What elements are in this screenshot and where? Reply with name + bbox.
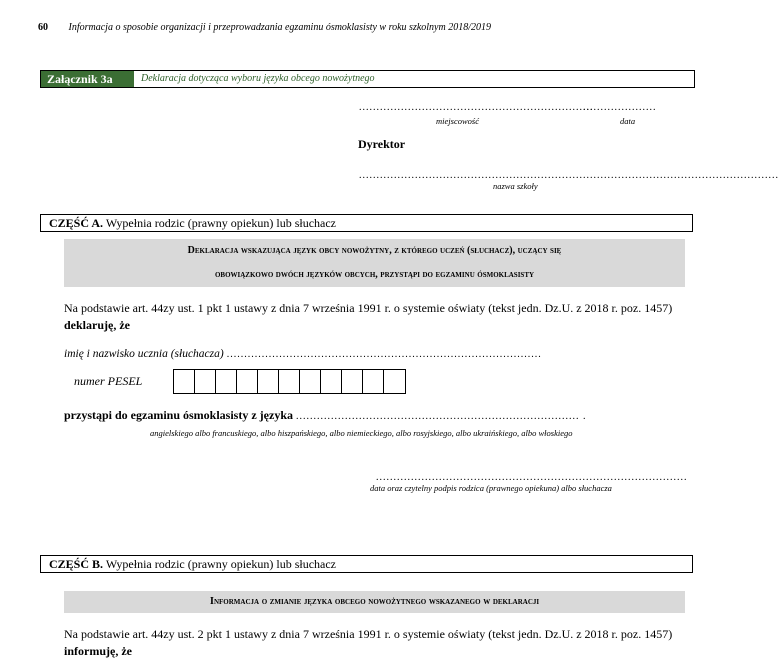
student-name-label: imię i nazwisko ucznia (słuchacza) xyxy=(64,348,224,360)
part-b-legal-body: Na podstawie art. 44zy ust. 2 pkt 1 ustawy z dnia 7 września 1991 r. o systemie oświaty (tekst jedn. Dz.U. z 2018 r. poz. 1457) xyxy=(64,627,673,641)
part-a-header xyxy=(40,214,693,232)
pesel-cell[interactable] xyxy=(174,370,195,393)
pesel-cell[interactable] xyxy=(384,370,405,393)
part-a-legal-text xyxy=(64,300,686,334)
student-name-field[interactable]: .......................................................................................... xyxy=(226,349,542,360)
pesel-cell[interactable] xyxy=(216,370,237,393)
part-a-legal-bold: deklaruję, że xyxy=(64,318,130,332)
pesel-cell[interactable] xyxy=(300,370,321,393)
exam-language-field[interactable]: ................................................................................. . xyxy=(296,411,587,422)
declaration-title-line2: obowiązkowo dwóch języków obcych, przystąpi do egzaminu ósmoklasisty xyxy=(214,269,535,280)
pesel-cell[interactable] xyxy=(363,370,384,393)
part-b-title-bold: CZĘŚĆ B. xyxy=(49,557,104,571)
director-label: Dyrektor xyxy=(358,137,406,151)
signature-field[interactable]: ......................................................................................... xyxy=(376,472,688,483)
pesel-label: numer PESEL xyxy=(74,374,143,388)
page-number: 60 xyxy=(38,22,48,33)
page-header xyxy=(38,22,491,33)
part-a-title-rest: Wypełnia rodzic (prawny opiekun) lub słuchacz xyxy=(103,216,337,230)
exam-language-lead: przystąpi do egzaminu ósmoklasisty z języka xyxy=(64,408,293,422)
attachment-label: Załącznik 3a xyxy=(41,71,134,87)
part-a-legal-body: Na podstawie art. 44zy ust. 1 pkt 1 ustawy z dnia 7 września 1991 r. o systemie oświaty (tekst jedn. Dz.U. z 2018 r. poz. 1457) xyxy=(64,301,673,315)
part-a-title-bold: CZĘŚĆ A. xyxy=(49,216,104,230)
school-name-field[interactable]: ........................................................................................................................ xyxy=(359,170,779,181)
pesel-grid[interactable] xyxy=(173,369,406,394)
pesel-cell[interactable] xyxy=(237,370,258,393)
part-b-legal-bold: informuję, że xyxy=(64,644,132,658)
pesel-cell[interactable] xyxy=(279,370,300,393)
school-name-caption: nazwa szkoły xyxy=(493,181,538,191)
part-b-title-rest: Wypełnia rodzic (prawny opiekun) lub słuchacz xyxy=(103,557,337,571)
exam-language-row xyxy=(64,408,587,423)
part-b-header xyxy=(40,555,693,573)
info-title: Informacja o zmianie języka obcego nowożytnego wskazanego w deklaracji xyxy=(64,591,685,613)
place-caption: miejscowość xyxy=(436,116,479,126)
pesel-cell[interactable] xyxy=(342,370,363,393)
date-caption: data xyxy=(620,116,636,126)
place-field[interactable]: ................................................................... xyxy=(359,102,594,113)
attachment-description: Deklaracja dotycząca wyboru języka obcego nowożytnego xyxy=(141,73,375,84)
signature-caption: data oraz czytelny podpis rodzica (prawnego opiekuna) albo słuchacza xyxy=(370,483,612,493)
header-title: Informacja o sposobie organizacji i przeprowadzania egzaminu ósmoklasisty w roku szkolnym 2018/2019 xyxy=(68,22,491,33)
attachment-bar xyxy=(40,70,695,88)
pesel-cell[interactable] xyxy=(258,370,279,393)
declaration-title-line1: Deklaracja wskazująca język obcy nowożytny, z którego uczeń (słuchacz), uczący się xyxy=(187,245,562,256)
student-name-row xyxy=(64,346,547,361)
pesel-cell[interactable] xyxy=(195,370,216,393)
pesel-cell[interactable] xyxy=(321,370,342,393)
languages-caption: angielskiego albo francuskiego, albo hiszpańskiego, albo niemieckiego, albo rosyjskiego, albo ukraińskiego, albo włoskiego xyxy=(150,428,573,438)
date-field[interactable]: ..................... xyxy=(583,102,657,113)
part-b-legal-text xyxy=(64,626,686,660)
declaration-title xyxy=(64,239,685,287)
